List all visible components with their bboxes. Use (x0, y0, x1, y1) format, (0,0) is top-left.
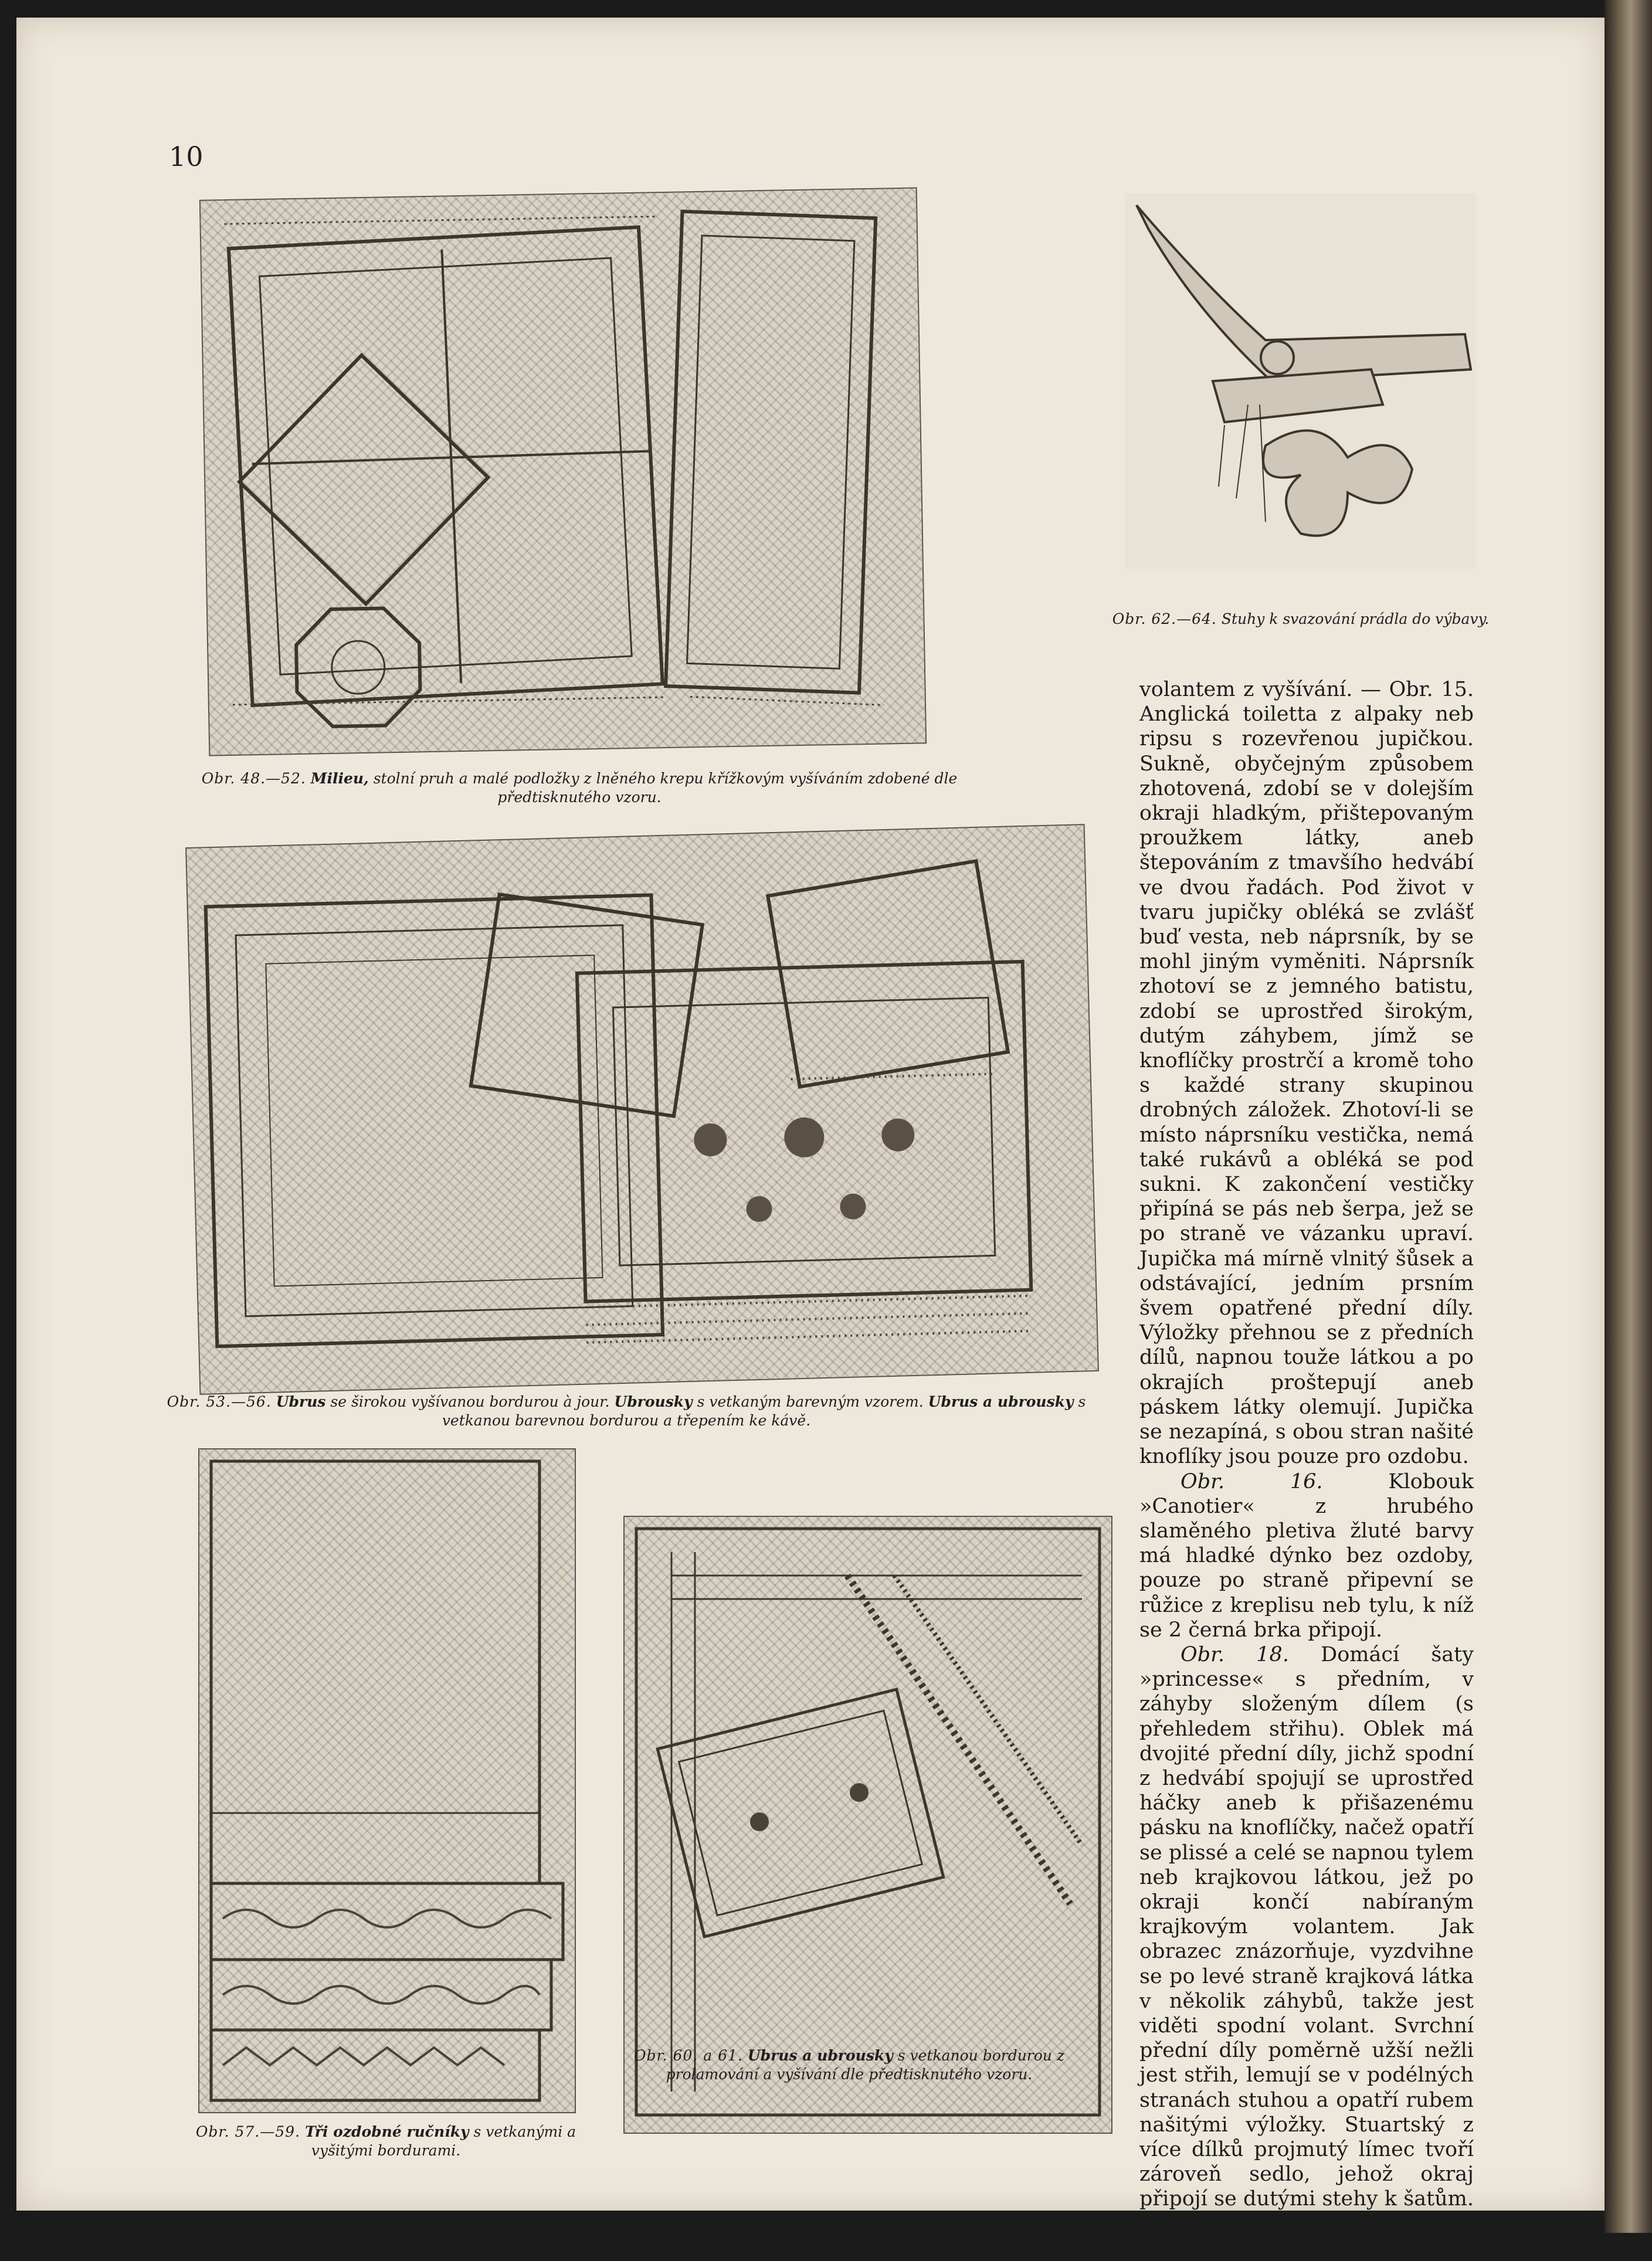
paragraph-domaci-saty: Obr. 18. Domácí šaty »princesse« s předním, v záhyby složeným dílem (s přehledem střihu). Oblek má dvojité přední díly, jichž spodní z hedvábí spojují se uprostřed háčky aneb k přišazenému pásku na knoflíčky, načež opatří se plissé a celé se napnou tylem neb krajkovou látkou, jež po okraji končí nabíraným krajkovým volantem. Jak obrazec znázorňuje, vyzdvihne se po levé straně krajková látka v několik záhybů, takže jest viděti spodní volant. Svrchní přední díly poměrně užší nežli jest střih, lemují se v podélných stranách stuhou a opatří rubem našitými výložky. Stuartský z více dílků projmutý límec tvoří zároveň sedlo, jehož okraj připojí se dutými stehy k šatům. Hořejší část svrchních předních dílů spojují poutka ze stuhy, jež (1139, 1642, 1474, 2260)
figure-tablecloth-illustration (185, 824, 1099, 1395)
figure-towels-illustration (198, 1448, 576, 2113)
caption-fig-62-64: Obr. 62.—64. Stuhy k svazování prádla do výbavy. (1112, 610, 1490, 627)
towels-engraving (199, 1449, 575, 2112)
body-text-column (1139, 677, 1474, 2261)
milieu-engraving (201, 188, 925, 755)
paragraph-toiletta: volantem z vyšívání. — Obr. 15. Anglická toiletta z alpaky neb ripsu s rozevřenou jupičkou. Sukně, obyčejným způsobem zhotovená, zdobí se v dolejším okraji hladkým, přištepovaným proužkem látky, aneb štepováním z tmavšího hedvábí ve dvou řadách. Pod život v tvaru jupičky obléká se zvlášť buď vesta, neb náprsník, by se mohl jiným vyměniti. Náprsník zhotoví se z jemného batistu, zdobí se uprostřed širokým, dutým záhybem, jímž se knoflíčky prostrčí a kromě toho s každé strany skupinou drobných záložek. Zhotoví-li se místo náprsníku vestička, nemá také rukávů a obléká se pod sukni. K zakončení vestičky připíná se pás neb šerpa, jež se po straně ve vázanku upraví. Jupička má mírně vlnitý šůsek a odstávající, jedním prsním švem opatřené přední díly. Výložky přehnou se z předních dílů, napnou touže látkou a po okrajích proštepují aneb páskem látky olemují. Jupička se nezapíná, s obou stran našité knoflíky jsou pouze pro ozdobu. (1139, 678, 1474, 1469)
page-number: 10 (169, 141, 203, 172)
figure-ribbons-illustration (1125, 193, 1477, 569)
book-spine (1604, 0, 1652, 2233)
caption-fig-53-56: Obr. 53.—56. Ubrus se širokou vyšívanou bordurou à jour. Ubrousky s vetkaným barevným vzorem. Ubrus a ubrousky s vetkanou barevnou bordurou a třepením ke kávě. (167, 1393, 1086, 1429)
figure-tablecloth-napkins-illustration (623, 1516, 1112, 2134)
caption-fig-48-52: Obr. 48.—52. Milieu, stolní pruh a malé podložky z lněného krepu křížkovým vyšíváním zdobené dle předtisknutého vzoru. (201, 770, 958, 806)
paragraph-klobouk: Obr. 16. Klobouk »Canotier« z hrubého slaměného pletiva žluté barvy má hladké dýnko bez ozdoby, pouze po straně připevní se růžice z kreplisu neb tylu, k níž se 2 černá brka připojí. (1139, 1469, 1474, 1642)
tablecloth-engraving (186, 825, 1098, 1394)
figure-milieu-illustration (199, 187, 927, 756)
tablecloth-napkins-engraving (625, 1517, 1111, 2133)
caption-fig-60-61: Obr. 60. a 61. Ubrus a ubrousky s vetkanou bordurou z prolamování a vyšívání dle předtisknutého vzoru. (633, 2047, 1065, 2083)
page (16, 18, 1604, 2260)
ribbons-engraving (1125, 193, 1477, 569)
caption-fig-57-59: Obr. 57.—59. Tři ozdobné ručníky s vetkanými a vyšitými bordurami. (195, 2123, 576, 2159)
